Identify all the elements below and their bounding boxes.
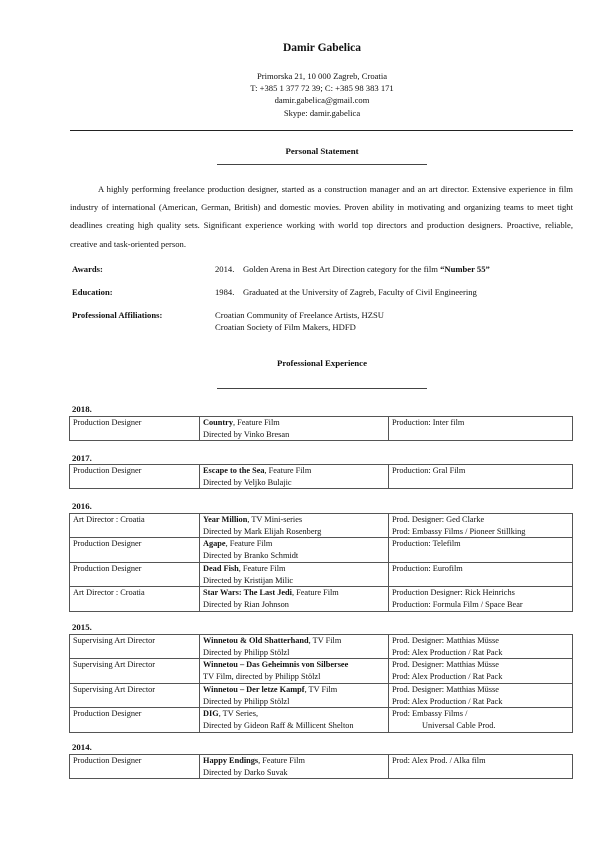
project-kind: , Feature Film [291, 588, 339, 598]
personal-statement-text: A highly performing freelance production designer, started as a construction manager and an art director. Extensive experience in film industry of international (American, German, British) and domestic movies. Proven ability in motivating and organizing teams to meet tight deadlines creating high quality sets. Significant experience working with world top directors and production designers. Proactive, reliable, creative and task-oriented person. [70, 184, 573, 249]
cv-header [0, 41, 600, 119]
personal-statement-underline [217, 164, 427, 165]
project-title: Winnetou – Das Geheimnis von Silbersee [203, 660, 349, 670]
production-cell [389, 587, 573, 611]
table-row [70, 708, 573, 732]
awards-value [215, 264, 490, 276]
table-row [70, 635, 573, 659]
awards-year: 2014. [215, 264, 235, 274]
production-line: Prod. Designer: Matthias Müsse [392, 660, 499, 670]
role-cell: Production Designer [70, 465, 200, 489]
table-row [70, 417, 573, 441]
production-line: Prod: Embassy Films / [392, 709, 468, 719]
table-row [70, 562, 573, 586]
candidate-name: Damir Gabelica [282, 42, 362, 54]
production-line: Prod. Designer: Matthias Müsse [392, 684, 499, 694]
awards-text: Golden Arena in Best Art Direction category for the film [242, 264, 441, 274]
project-title: Happy Endings [203, 756, 259, 765]
production-line: Prod: Alex Production / Rat Pack [392, 647, 503, 657]
project-director: Directed by Veljko Bulajic [203, 477, 292, 487]
production-line: Production: Formula Film / Space Bear [392, 599, 523, 609]
address: Primorska 21, 10 000 Zagreb, Croatia [256, 70, 388, 81]
project-cell [200, 755, 389, 779]
project-cell [200, 683, 389, 707]
production-cell [389, 514, 573, 538]
role-cell: Production Designer [70, 417, 200, 441]
production-line: Production: Gral Film [392, 466, 466, 475]
professional-experience-heading: Professional Experience [277, 358, 367, 368]
production-line: Production: Inter film [392, 418, 465, 427]
production-line: Universal Cable Prod. [422, 720, 496, 730]
table-row [70, 514, 573, 538]
role-cell: Art Director : Croatia [70, 587, 200, 611]
experience-table-2018 [69, 416, 573, 441]
production-cell [389, 538, 573, 562]
project-title: DIG [203, 709, 219, 719]
table-row [70, 587, 573, 611]
production-line: Prod: Alex Production / Rat Pack [392, 672, 503, 682]
project-title: Country [203, 418, 233, 427]
awards-label: Awards: [72, 264, 103, 274]
table-row [70, 538, 573, 562]
project-title: Escape to the Sea [203, 466, 265, 475]
role-cell: Production Designer [70, 562, 200, 586]
project-cell [200, 587, 389, 611]
experience-table-2016 [69, 513, 573, 612]
table-row [70, 659, 573, 683]
email: damir.gabelica@gmail.com [274, 95, 370, 106]
contact-block [0, 70, 600, 119]
role-cell: Production Designer [70, 708, 200, 732]
project-cell [200, 514, 389, 538]
role-cell: Supervising Art Director [70, 683, 200, 707]
project-kind: , TV Film [304, 684, 338, 694]
personal-statement-heading: Personal Statement [285, 146, 359, 156]
production-line: Prod: Embassy Films / Pioneer Stillking [392, 526, 526, 536]
production-line: Production: Eurofilm [392, 563, 463, 573]
role-cell: Production Designer [70, 755, 200, 779]
education-year: 1984. [215, 287, 235, 297]
production-cell [389, 417, 573, 441]
project-director: Directed by Kristijan Milic [203, 575, 294, 585]
project-cell [200, 465, 389, 489]
project-cell [200, 659, 389, 683]
skype: Skype: damir.gabelica [283, 107, 361, 118]
table-row [70, 683, 573, 707]
project-cell [200, 708, 389, 732]
project-kind: , Feature Film [232, 418, 280, 427]
year-heading: 2017. [72, 453, 92, 463]
education-value [215, 287, 477, 299]
project-director: Directed by Darko Suvak [203, 767, 288, 777]
project-kind: , Feature Film [258, 756, 305, 765]
project-cell [200, 417, 389, 441]
project-kind: , Feature Film [264, 466, 312, 475]
role-cell: Supervising Art Director [70, 635, 200, 659]
affiliations-value [215, 310, 384, 334]
experience-table-2015 [69, 634, 573, 733]
affiliation-item: Croatian Society of Film Makers, HDFD [215, 321, 356, 332]
education-label: Education: [72, 287, 113, 297]
project-kind: , TV Series, [218, 709, 259, 719]
project-cell [200, 538, 389, 562]
production-line: Production Designer: Rick Heinrichs [392, 588, 515, 598]
project-director: Directed by Vinko Bresan [203, 429, 290, 439]
project-title: Winnetou – Der letze Kampf [203, 684, 305, 694]
role-cell: Supervising Art Director [70, 659, 200, 683]
role-cell: Production Designer [70, 538, 200, 562]
production-cell [389, 708, 573, 732]
project-director: TV Film, directed by Philipp Stölzl [203, 672, 321, 682]
production-line: Prod: Alex Prod. / Alka film [392, 756, 486, 765]
table-row [70, 465, 573, 489]
experience-table-2017 [69, 464, 573, 489]
production-line: Production: Telefilm [392, 539, 461, 549]
year-heading: 2016. [72, 501, 92, 511]
project-kind: , TV Film [308, 636, 342, 645]
year-heading: 2014. [72, 742, 92, 752]
project-director: Directed by Branko Schmidt [203, 551, 299, 561]
project-title: Winnetou & Old Shatterhand [203, 636, 309, 645]
production-cell [389, 755, 573, 779]
production-line: Prod. Designer: Ged Clarke [392, 515, 485, 524]
project-kind: , Feature Film [238, 563, 286, 573]
phone-numbers: T: +385 1 377 72 39; C: +385 98 383 171 [250, 83, 394, 94]
header-divider [70, 130, 573, 131]
project-title: Dead Fish [203, 563, 239, 573]
affiliations-label: Professional Affiliations: [72, 310, 163, 320]
affiliation-item: Croatian Community of Freelance Artists, HZSU [215, 310, 384, 320]
year-heading: 2015. [72, 622, 92, 632]
project-kind: , Feature Film [225, 539, 273, 549]
education-text: Graduated at the University of Zagreb, Faculty of Civil Engineering [242, 287, 477, 297]
role-cell: Art Director : Croatia [70, 514, 200, 538]
project-director: Directed by Mark Elijah Rosenberg [203, 526, 322, 536]
awards-film: “Number 55” [440, 264, 490, 274]
project-director: Directed by Rian Johnson [203, 599, 289, 609]
table-row [70, 755, 573, 779]
year-heading: 2018. [72, 404, 92, 414]
project-director: Directed by Gideon Raff & Millicent Shelton [203, 720, 354, 730]
project-director: Directed by Philipp Stölzl [203, 647, 290, 657]
production-cell [389, 465, 573, 489]
project-cell [200, 635, 389, 659]
production-cell [389, 683, 573, 707]
production-cell [389, 635, 573, 659]
project-kind: , TV Mini-series [247, 515, 303, 524]
production-line: Prod. Designer: Matthias Müsse [392, 636, 499, 645]
experience-table-2014 [69, 754, 573, 779]
project-title: Year Million [203, 515, 248, 524]
project-title: Agape [203, 539, 226, 549]
production-cell [389, 659, 573, 683]
professional-experience-underline [217, 388, 427, 389]
project-title: Star Wars: The Last Jedi [203, 588, 292, 598]
project-director: Directed by Philipp Stölzl [203, 696, 290, 706]
production-cell [389, 562, 573, 586]
project-cell [200, 562, 389, 586]
production-line: Prod: Alex Production / Rat Pack [392, 696, 503, 706]
